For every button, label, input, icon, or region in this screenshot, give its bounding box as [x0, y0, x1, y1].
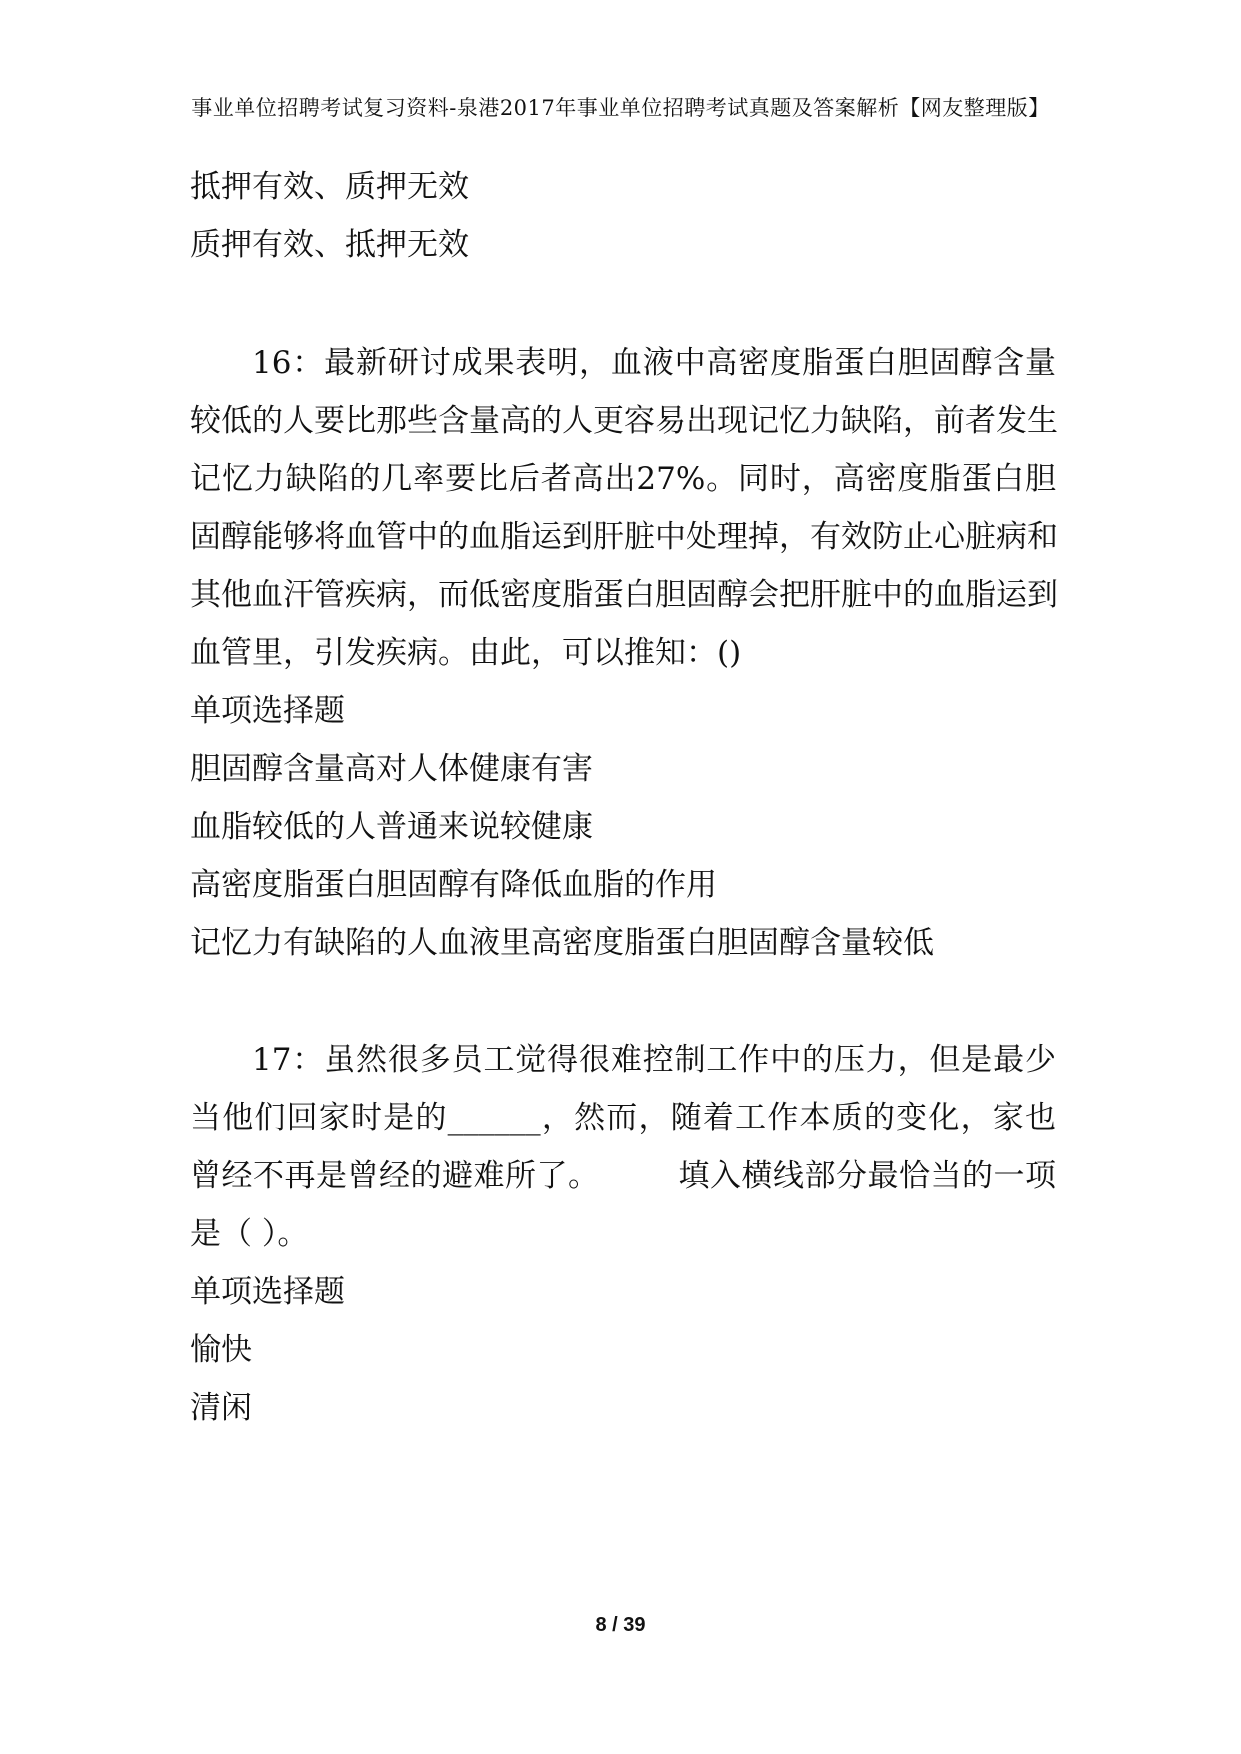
question-16-type: 单项选择题 — [190, 693, 345, 729]
question-16-line: 血管里，引发疾病。由此，可以推知：() — [190, 635, 742, 671]
question-17-option-b: 清闲 — [190, 1390, 252, 1426]
question-17-line: 17：虽然很多员工觉得很难控制工作中的压力，但是最少 — [252, 1042, 1056, 1078]
question-16-line: 16：最新研讨成果表明，血液中高密度脂蛋白胆固醇含量 — [252, 345, 1056, 381]
question-16-line: 记忆力缺陷的几率要比后者高出27%。同时，高密度脂蛋白胆 — [190, 461, 1056, 497]
question-17-line: 是（ ）。 — [190, 1216, 309, 1252]
question-16-option-a: 胆固醇含量高对人体健康有害 — [190, 751, 593, 787]
question-16-option-d: 记忆力有缺陷的人血液里高密度脂蛋白胆固醇含量较低 — [190, 925, 934, 961]
question-16-line: 较低的人要比那些含量高的人更容易出现记忆力缺陷，前者发生 — [190, 403, 1058, 439]
question-16-option-c: 高密度脂蛋白胆固醇有降低血脂的作用 — [190, 867, 717, 903]
question-16-option-b: 血脂较低的人普通来说较健康 — [190, 809, 593, 845]
option-text: 质押有效、抵押无效 — [190, 227, 469, 263]
page-header: 事业单位招聘考试复习资料-泉港2017年事业单位招聘考试真题及答案解析【网友整理版】 — [191, 96, 1050, 120]
question-17-line: 曾经不再是曾经的避难所了。 填入横线部分最恰当的一项 — [190, 1158, 1056, 1194]
question-16-line: 其他血汗管疾病，而低密度脂蛋白胆固醇会把肝脏中的血脂运到 — [190, 577, 1058, 613]
question-17-option-a: 愉快 — [190, 1332, 252, 1368]
page-number: 8 / 39 — [595, 1614, 646, 1636]
question-16-line: 固醇能够将血管中的血脂运到肝脏中处理掉，有效防止心脏病和 — [190, 519, 1058, 555]
question-17-line: 当他们回家时是的______，然而，随着工作本质的变化，家也 — [190, 1100, 1056, 1136]
question-17-type: 单项选择题 — [190, 1274, 345, 1310]
option-text: 抵押有效、质押无效 — [190, 169, 469, 205]
